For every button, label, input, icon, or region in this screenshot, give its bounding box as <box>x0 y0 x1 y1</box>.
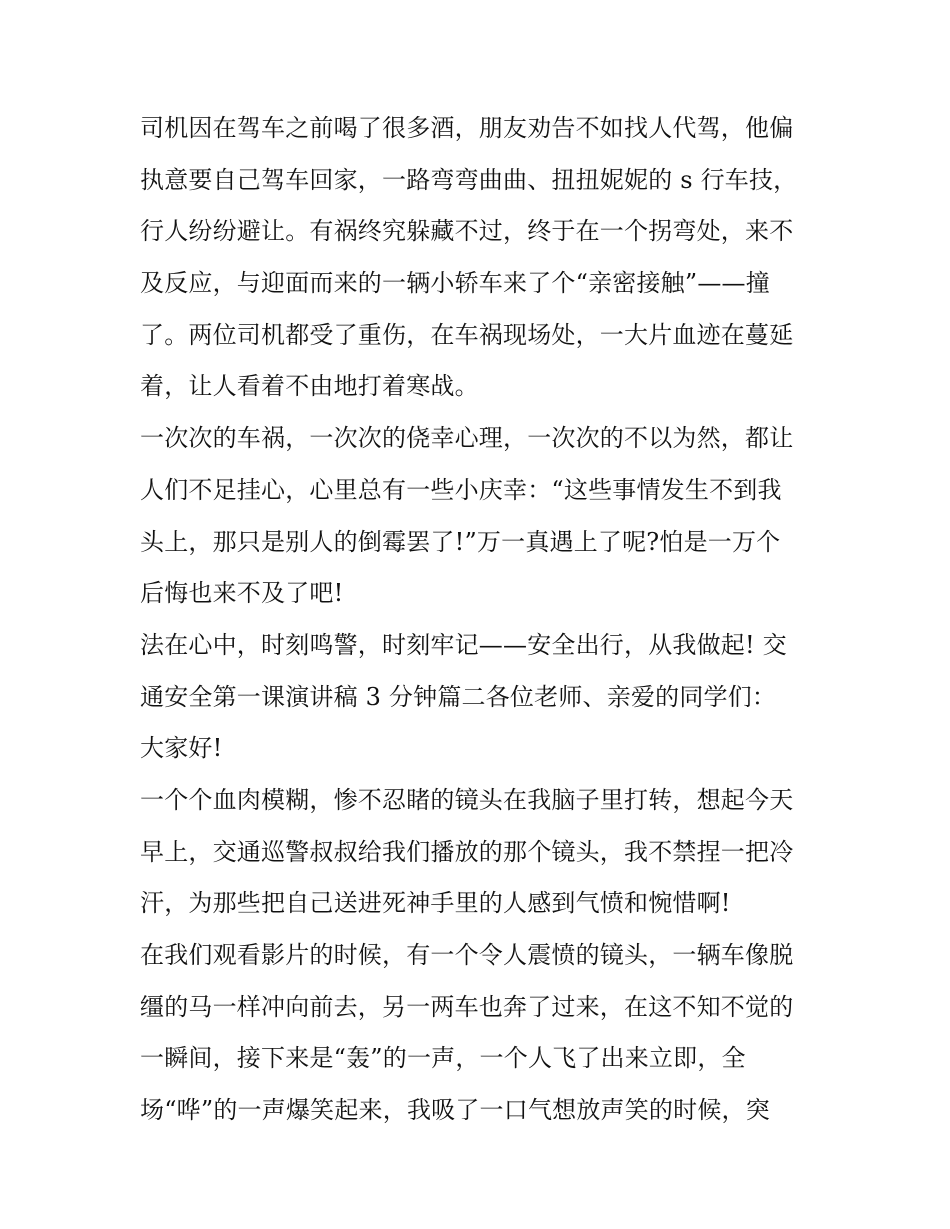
text-line: 着，让人看着不由地打着寒战。 <box>140 372 479 401</box>
text-line: 后悔也来不及了吧! <box>140 579 344 608</box>
text-line: 司机因在驾车之前喝了很多酒，朋友劝告不如找人代驾，他偏 <box>140 114 794 142</box>
text-line: 一个个血肉模糊，惨不忍睹的镜头在我脑子里打转，想起今天 <box>140 785 794 814</box>
text-line: 早上，交通巡警叔叔给我们播放的那个镜头，我不禁捏一把冷 <box>140 837 794 866</box>
text-line: 人们不足挂心，心里总有一些小庆幸：“这些事情发生不到我 <box>140 475 782 504</box>
text-line: 法在心中，时刻鸣警，时刻牢记——安全出行，从我做起! 交 <box>140 630 787 659</box>
text-line: 执意要自己驾车回家，一路弯弯曲曲、扭扭妮妮的 s 行车技， <box>140 165 798 194</box>
text-line: 头上，那只是别人的倒霉罢了!”万一真遇上了呢?怕是一万个 <box>140 527 781 556</box>
text-line: 在我们观看影片的时候，有一个令人震愤的镜头，一辆车像脱 <box>140 941 794 969</box>
text-line: 一次次的车祸，一次次的侥幸心理，一次次的不以为然，都让 <box>140 424 794 453</box>
text-line: 行人纷纷避让。有祸终究躲藏不过，终于在一个拐弯处，来不 <box>140 217 794 246</box>
text-line: 大家好! <box>140 734 223 763</box>
text-line: 缰的马一样冲向前去，另一两车也奔了过来，在这不知不觉的 <box>140 992 794 1021</box>
text-line: 及反应，与迎面而来的一辆小轿车来了个“亲密接触”——撞 <box>140 269 770 298</box>
document-body <box>140 103 820 1137</box>
text-line: 场“哗”的一声爆笑起来，我吸了一口气想放声笑的时候，突 <box>140 1096 770 1125</box>
text-line: 通安全第一课演讲稿 3 分钟篇二各位老师、亲爱的同学们： <box>140 682 777 711</box>
text-line: 汗，为那些把自己送进死神手里的人感到气愤和惋惜啊! <box>140 889 731 918</box>
text-line: 一瞬间，接下来是“轰”的一声，一个人飞了出来立即，全 <box>140 1044 746 1073</box>
text-line: 了。两位司机都受了重伤，在车祸现场处，一大片血迹在蔓延 <box>140 320 794 349</box>
